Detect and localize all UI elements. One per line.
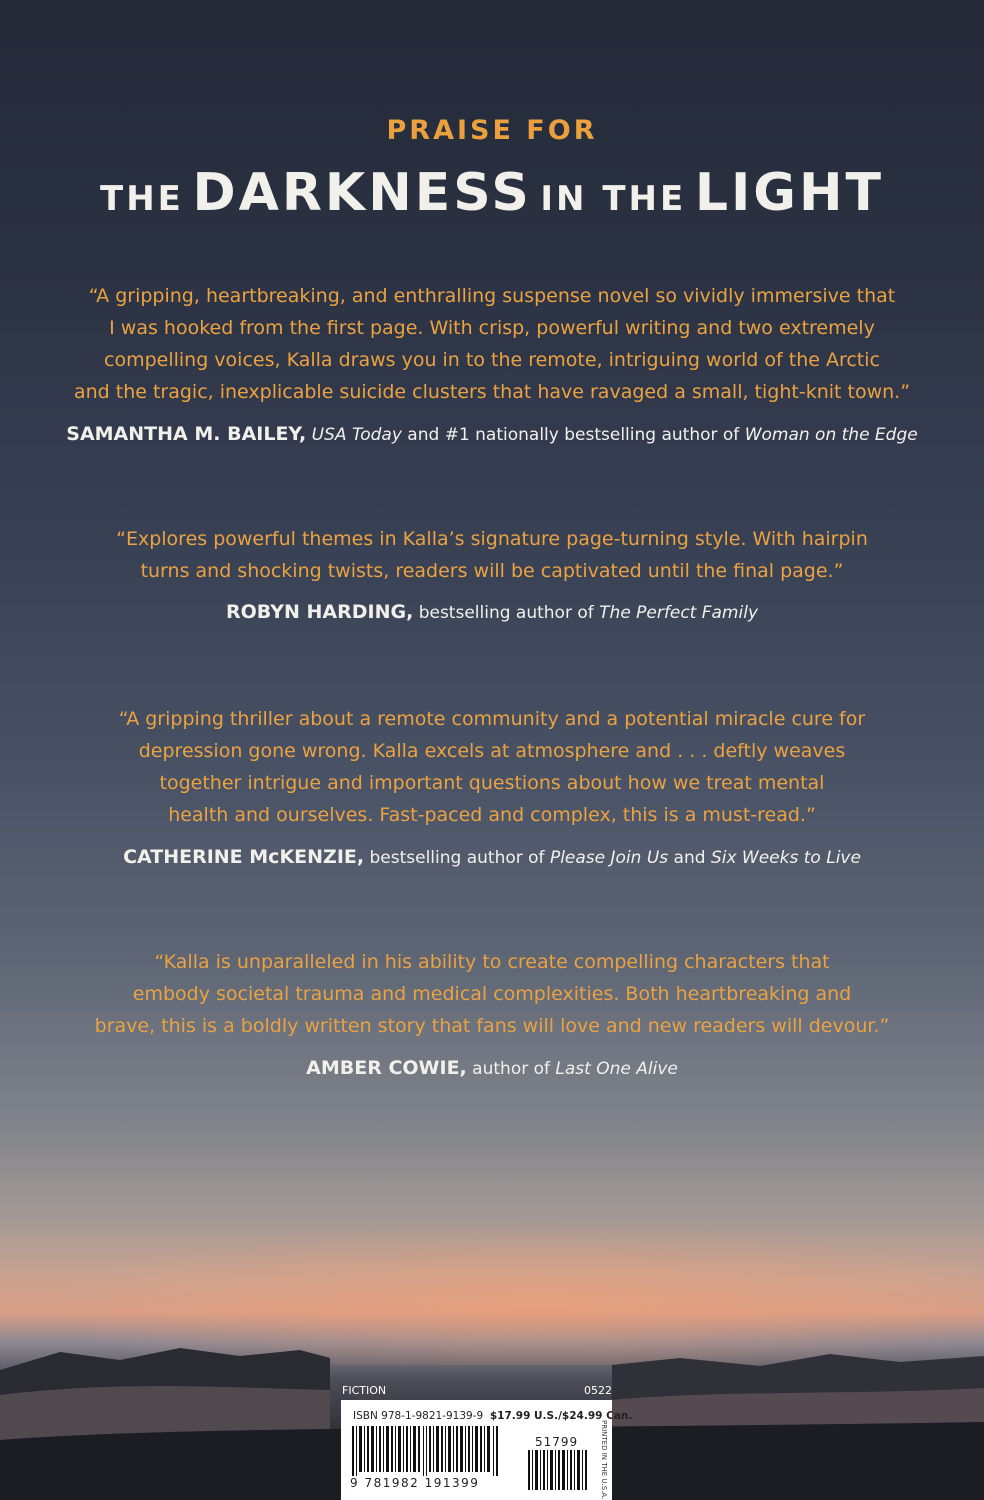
quote-line: depression gone wrong. Kalla excels at atmosphere and . . . deftly weaves	[138, 740, 846, 762]
book-title-ref: The Perfect Family	[599, 603, 758, 623]
quote-line: and the tragic, inexplicable suicide clusters that have ravaged a small, tight-knit town.”	[73, 381, 911, 403]
book-title-ref: Last One Alive	[555, 1059, 678, 1079]
book-title-ref: Six Weeks to Live	[710, 848, 861, 868]
attribution-text: bestselling author of	[364, 848, 550, 868]
quote-line: “Kalla is unparalleled in his ability to create compelling characters that	[154, 951, 830, 973]
printed-in-label: PRINTED IN THE U.S.A.	[600, 1420, 608, 1500]
blurb-attribution-2	[40, 601, 944, 623]
addon-barcode	[528, 1450, 590, 1490]
author-name: AMBER COWIE,	[306, 1057, 467, 1079]
quote-line: turns and shocking twists, readers will be captivated until the final page.”	[140, 560, 844, 582]
quote-line: compelling voices, Kalla draws you in to the remote, intriguing world of the Arctic	[104, 349, 880, 371]
price-code: 0522	[584, 1384, 612, 1397]
blurb-attribution-1	[40, 423, 944, 445]
book-title-ref: Woman on the Edge	[744, 425, 918, 445]
quote-line: health and ourselves. Fast-paced and complex, this is a must-read.”	[168, 804, 816, 826]
addon-digits: 51799	[535, 1435, 579, 1449]
publication-title: USA Today	[311, 425, 402, 445]
quote-line: “Explores powerful themes in Kalla’s signature page-turning style. With hairpin	[116, 528, 868, 550]
title-word-the: THE	[100, 179, 184, 219]
praise-for-heading: PRAISE FOR	[386, 115, 598, 146]
category-label: FICTION	[342, 1384, 387, 1397]
quote-line: brave, this is a boldly written story that fans will love and new readers will devour.”	[94, 1015, 890, 1037]
ean-digits: 9 781982 191399	[350, 1476, 480, 1490]
attribution-text: bestselling author of	[413, 603, 600, 623]
ean-barcode	[352, 1426, 502, 1476]
attribution-text: and	[668, 848, 711, 868]
author-name: SAMANTHA M. BAILEY,	[66, 423, 307, 445]
quote-line: I was hooked from the first page. With crisp, powerful writing and two extremely	[109, 317, 875, 339]
blurb-quote-1	[60, 280, 924, 408]
attribution-text: and #1 nationally bestselling author of	[401, 425, 745, 445]
title-word-light: LIGHT	[694, 163, 884, 223]
blurb-quote-3	[60, 703, 924, 831]
title-word-in-the: IN THE	[540, 179, 687, 219]
author-name: CATHERINE McKENZIE,	[123, 846, 365, 868]
attribution-text: author of	[466, 1059, 556, 1079]
quote-line: together intrigue and important questions about how we treat mental	[159, 772, 825, 794]
author-name: ROBYN HARDING,	[226, 601, 414, 623]
blurb-quote-4	[60, 946, 924, 1042]
blurb-attribution-4	[40, 1057, 944, 1079]
quote-line: embody societal trauma and medical complexities. Both heartbreaking and	[132, 983, 852, 1005]
title-word-darkness: DARKNESS	[192, 163, 532, 223]
isbn-number: ISBN 978-1-9821-9139-9	[353, 1410, 484, 1422]
isbn-price-line	[353, 1410, 632, 1422]
price: $17.99 U.S./$24.99 Can.	[489, 1410, 633, 1422]
quote-line: “A gripping thriller about a remote community and a potential miracle cure for	[118, 708, 866, 730]
blurb-attribution-3	[40, 846, 944, 868]
quote-line: “A gripping, heartbreaking, and enthralling suspense novel so vividly immersive that	[88, 285, 896, 307]
book-title-ref: Please Join Us	[549, 848, 669, 868]
book-title	[0, 163, 984, 223]
blurb-quote-2	[60, 523, 924, 587]
